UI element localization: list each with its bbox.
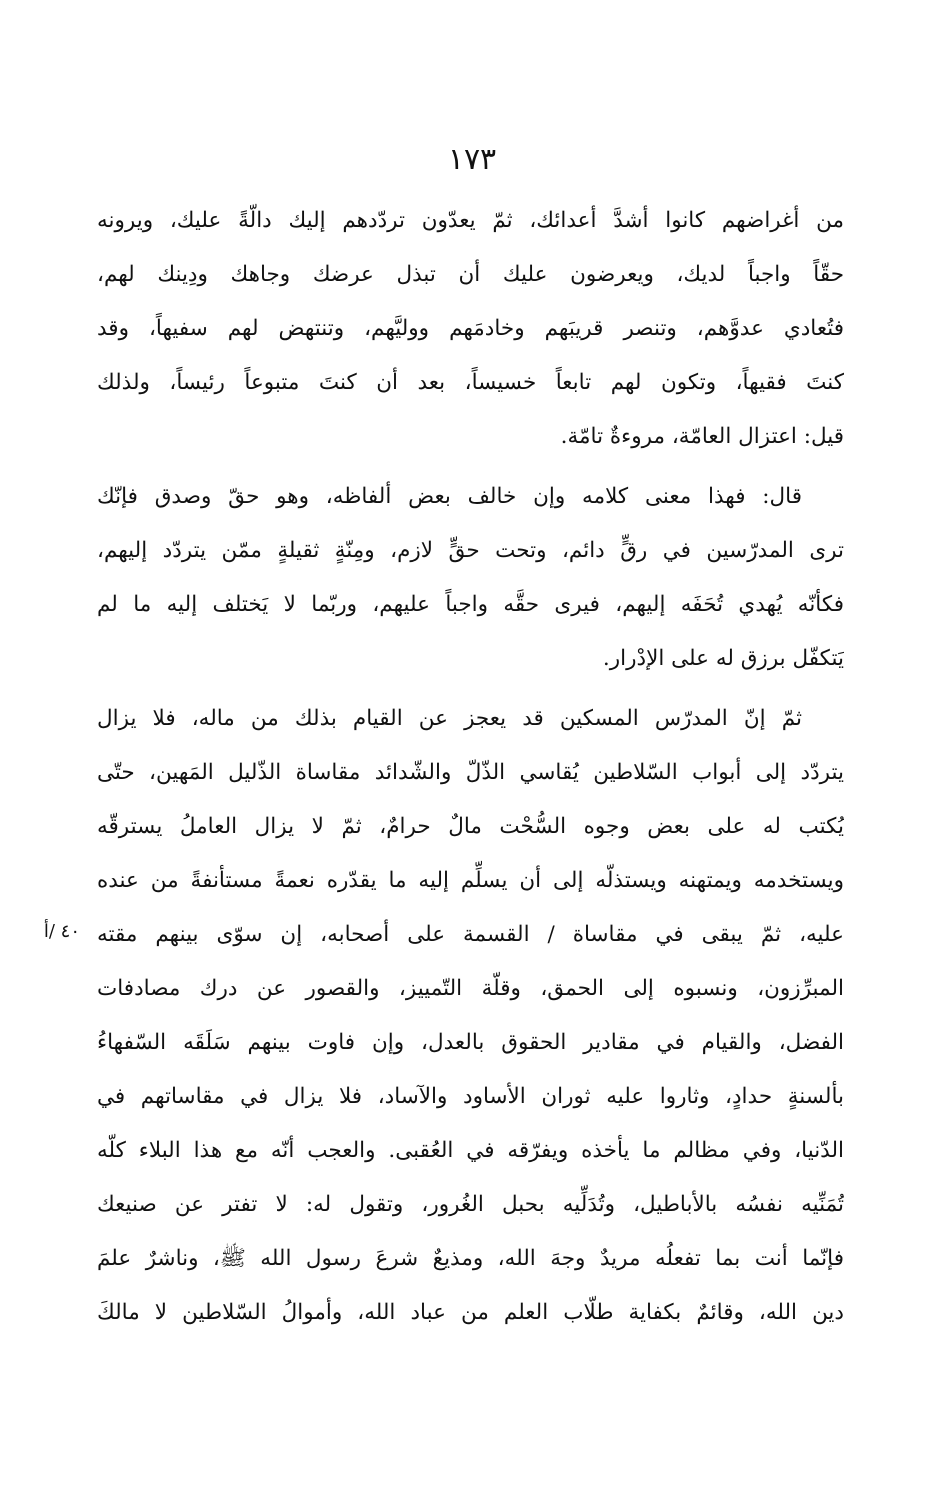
text-line: يَتكفّل برزق له على الإدْرار.	[602, 646, 844, 671]
text-line: ثمّ إنّ المدرّس المسكين قد يعجز عن القيام بذلك من ماله، فلا يزال	[97, 706, 802, 731]
text-line: كنتَ فقيهاً، وتكون لهم تابعاً خسيساً، بعد أن كنتَ متبوعاً رئيساً، ولذلك	[97, 370, 844, 395]
text-line: الفضل، والقيام في مقادير الحقوق بالعدل، وإن فاوت بينهم سَلَقَه السّفهاءُ	[97, 1030, 844, 1055]
text-line: حقّاً واجباً لديك، ويعرضون عليك أن تبذل عرضك وجاهك ودِينك لهم،	[97, 262, 844, 287]
text-line: فإنّما أنت بما تفعلُه مريدٌ وجهَ الله، ومذيعٌ شرعَ رسول الله ﷺ، وناشرٌ علمَ	[97, 1246, 844, 1271]
text-line: عليه، ثمّ يبقى في مقاساة / القسمة على أصحابه، إن سوّى بينهم مقته	[97, 922, 844, 947]
text-line: من أغراضهم كانوا أشدَّ أعدائك، ثمّ يعدّون تردّدهم إليك دالّةً عليك، ويرونه	[97, 208, 844, 233]
text-line: قال: فهذا معنى كلامه وإن خالف بعض ألفاظه، وهو حقّ وصدق فإنّك	[97, 484, 802, 509]
text-line: يُكتب له على بعض وجوه السُّحْت مالٌ حرامٌ، ثمّ لا يزال العاملُ يسترقّه	[97, 814, 844, 839]
text-line: فتُعادي عدوَّهم، وتنصر قريبَهم وخادمَهم ووليَّهم، وتنتهض لهم سفيهاً، وقد	[97, 316, 844, 341]
paragraph-2	[97, 470, 844, 686]
text-line: الدّنيا، وفي مظالم ما يأخذه ويفرّقه في العُقبى. والعجب أنّه مع هذا البلاء كلّه	[97, 1138, 844, 1163]
text-line: يتردّد إلى أبواب السّلاطين يُقاسي الذّلّ والشّدائد مقاساة الذّليل المَهين، حتّى	[97, 760, 844, 785]
text-line: بألسنةٍ حدادٍ، وثاروا عليه ثوران الأساود والآساد، فلا يزال في مقاساتهم في	[97, 1084, 844, 1109]
paragraph-1	[97, 194, 844, 464]
paragraph-3	[97, 692, 844, 1340]
manuscript-folio-note: ٤٠ /أ	[43, 921, 80, 942]
page-number: ١٧٣	[447, 142, 497, 177]
text-line: فكأنّه يُهدي تُحَفَه إليهم، فيرى حقَّه واجباً عليهم، وربّما لا يَختلف إليه ما لم	[97, 592, 844, 617]
main-text	[97, 194, 844, 1340]
text-line: تُمَنِّيه نفسُه بالأباطيل، وتُدَلِّيه بحبل الغُرور، وتقول له: لا تفتر عن صنيعك	[97, 1192, 844, 1217]
text-line: المبرِّزون، ونسبوه إلى الحمق، وقلّة التّمييز، والقصور عن درك مصادفات	[97, 976, 844, 1001]
text-line: قيل: اعتزال العامّة، مروءةٌ تامّة.	[560, 424, 844, 449]
text-line: دين الله، وقائمٌ بكفاية طلّاب العلم من عباد الله، وأموالُ السّلاطين لا مالكَ	[97, 1300, 844, 1325]
text-line: ترى المدرّسين في رقٍّ دائم، وتحت حقٍّ لازم، ومِنّةٍ ثقيلةٍ ممّن يتردّد إليهم،	[97, 538, 844, 563]
text-line: ويستخدمه ويمتهنه ويستذلّه إلى أن يسلِّم إليه ما يقدّره نعمةً مستأنفةً من عنده	[97, 868, 844, 893]
